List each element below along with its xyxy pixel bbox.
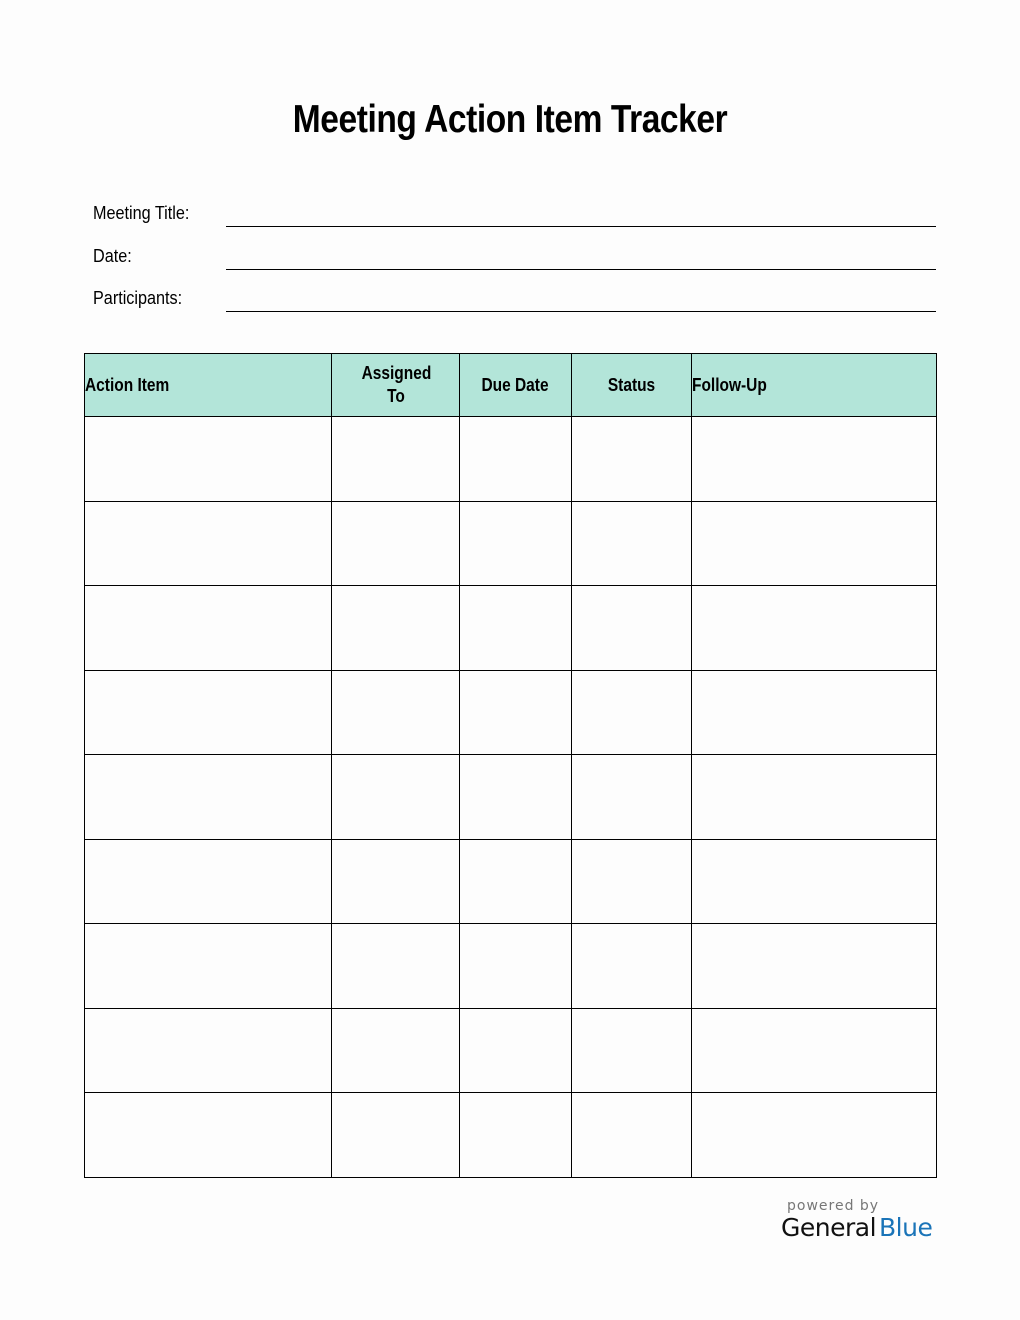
cell-assigned-to[interactable] [332, 755, 460, 840]
cell-action-item[interactable] [85, 501, 332, 586]
cell-status[interactable] [572, 1093, 692, 1178]
meeting-title-input-line[interactable] [226, 226, 936, 227]
cell-follow-up[interactable] [692, 1008, 937, 1093]
generalblue-logo: General Blue [781, 1213, 933, 1242]
table-row [85, 1093, 937, 1178]
column-header-status: Status [572, 354, 692, 417]
cell-follow-up[interactable] [692, 670, 937, 755]
cell-action-item[interactable] [85, 417, 332, 502]
powered-by-text: powered by [787, 1198, 880, 1214]
cell-follow-up[interactable] [692, 839, 937, 924]
cell-action-item[interactable] [85, 670, 332, 755]
cell-follow-up[interactable] [692, 924, 937, 1009]
cell-follow-up[interactable] [692, 501, 937, 586]
cell-status[interactable] [572, 1008, 692, 1093]
table-row [85, 839, 937, 924]
cell-assigned-to[interactable] [332, 1008, 460, 1093]
cell-follow-up[interactable] [692, 755, 937, 840]
column-header-assigned-to: Assigned To [332, 354, 460, 417]
cell-assigned-to[interactable] [332, 1093, 460, 1178]
date-label: Date: [93, 246, 132, 266]
cell-status[interactable] [572, 924, 692, 1009]
cell-assigned-to[interactable] [332, 670, 460, 755]
cell-assigned-to[interactable] [332, 501, 460, 586]
cell-assigned-to[interactable] [332, 839, 460, 924]
table-row [85, 924, 937, 1009]
cell-due-date[interactable] [460, 670, 572, 755]
table-row [85, 501, 937, 586]
table-header-row [85, 354, 937, 417]
meeting-title-label: Meeting Title: [93, 203, 190, 223]
cell-due-date[interactable] [460, 1008, 572, 1093]
cell-status[interactable] [572, 670, 692, 755]
cell-status[interactable] [572, 417, 692, 502]
cell-action-item[interactable] [85, 586, 332, 671]
table-row [85, 586, 937, 671]
cell-due-date[interactable] [460, 586, 572, 671]
page-title: Meeting Action Item Tracker [292, 98, 728, 141]
table-row [85, 670, 937, 755]
cell-status[interactable] [572, 839, 692, 924]
table-row [85, 1008, 937, 1093]
action-item-table [84, 353, 937, 1178]
cell-due-date[interactable] [460, 501, 572, 586]
table-row [85, 417, 937, 502]
participants-label: Participants: [93, 288, 183, 308]
cell-due-date[interactable] [460, 417, 572, 502]
cell-status[interactable] [572, 501, 692, 586]
cell-assigned-to[interactable] [332, 417, 460, 502]
cell-assigned-to[interactable] [332, 586, 460, 671]
date-field[interactable] [93, 246, 936, 276]
cell-status[interactable] [572, 755, 692, 840]
cell-follow-up[interactable] [692, 417, 937, 502]
cell-action-item[interactable] [85, 924, 332, 1009]
cell-follow-up[interactable] [692, 586, 937, 671]
cell-action-item[interactable] [85, 1008, 332, 1093]
participants-input-line[interactable] [226, 311, 936, 312]
cell-action-item[interactable] [85, 755, 332, 840]
column-header-action-item: Action Item [85, 354, 332, 417]
cell-assigned-to[interactable] [332, 924, 460, 1009]
cell-due-date[interactable] [460, 839, 572, 924]
cell-action-item[interactable] [85, 839, 332, 924]
cell-follow-up[interactable] [692, 1093, 937, 1178]
cell-action-item[interactable] [85, 1093, 332, 1178]
participants-field[interactable] [93, 288, 936, 318]
column-header-follow-up: Follow-Up [692, 354, 937, 417]
column-header-due-date: Due Date [460, 354, 572, 417]
footer-branding [781, 1198, 941, 1242]
date-input-line[interactable] [226, 269, 936, 270]
cell-status[interactable] [572, 586, 692, 671]
cell-due-date[interactable] [460, 924, 572, 1009]
cell-due-date[interactable] [460, 755, 572, 840]
cell-due-date[interactable] [460, 1093, 572, 1178]
meeting-title-field[interactable] [93, 203, 936, 233]
table-row [85, 755, 937, 840]
